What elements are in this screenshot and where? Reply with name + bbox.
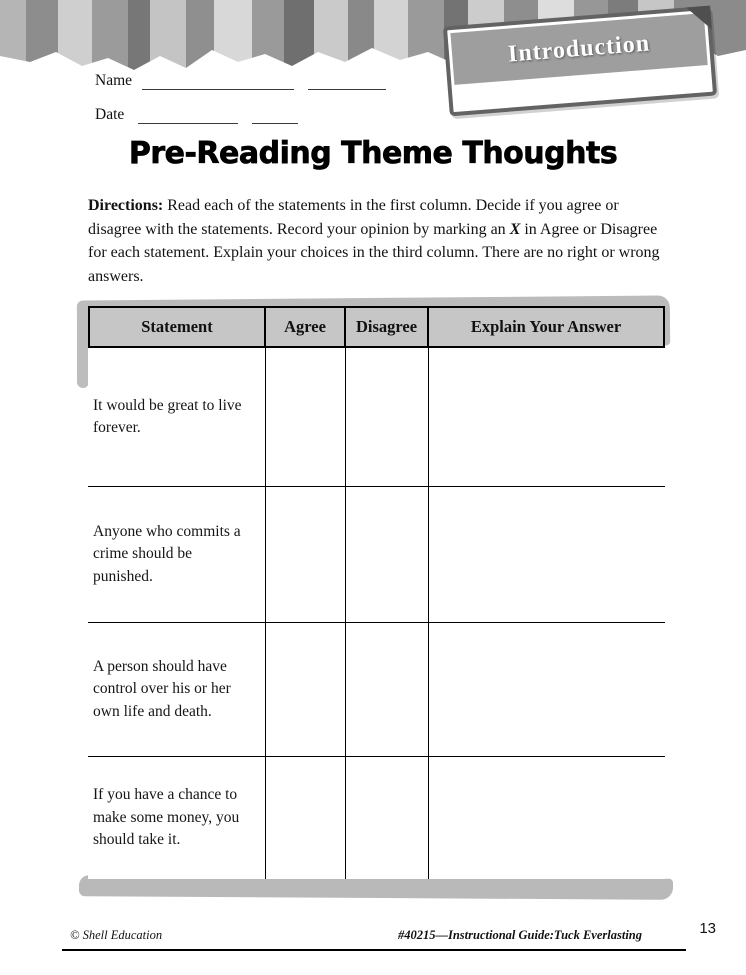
directions (88, 194, 666, 288)
explain-cell[interactable] (429, 348, 665, 486)
page-footer (62, 928, 686, 951)
disagree-cell[interactable] (346, 623, 429, 756)
table-row (88, 623, 665, 757)
directions-x: X (509, 220, 521, 238)
name-field-row (95, 72, 386, 90)
date-input-line[interactable] (138, 108, 238, 124)
explain-cell[interactable] (429, 623, 665, 756)
name-input-line[interactable] (142, 74, 294, 90)
footer-publication: #40215—Instructional Guide:Tuck Everlasting (397, 928, 642, 942)
header-agree: Agree (266, 308, 346, 346)
statement-cell: If you have a chance to make some money, you should take it. (88, 757, 266, 879)
name-input-line-2[interactable] (308, 74, 386, 90)
page-number: 13 (699, 920, 716, 937)
header-disagree: Disagree (346, 308, 429, 346)
introduction-tab-label: Introduction (507, 29, 651, 68)
agree-cell[interactable] (266, 757, 346, 879)
header-explain: Explain Your Answer (470, 317, 622, 336)
table-body (88, 348, 665, 879)
header-statement: Statement (90, 308, 266, 346)
disagree-cell[interactable] (346, 348, 429, 486)
footer-copyright: © Shell Education (70, 928, 163, 942)
introduction-tab-fill (450, 13, 707, 85)
table-header-row (88, 306, 665, 348)
directions-text-1: Read each of the statements in the first column. Decide if you agree or disagree with the statements. Record your opinion by marking an (88, 197, 619, 238)
disagree-cell[interactable] (346, 757, 429, 879)
directions-text-2: in Agree or Disagree for each statement. Explain your choices in the third column. There are no right or wrong answers. (88, 220, 660, 285)
date-label: Date (95, 106, 125, 123)
table-row (88, 348, 665, 487)
date-field-row (95, 106, 298, 124)
date-input-line-2[interactable] (252, 108, 298, 124)
page-title: Pre-Reading Theme Thoughts (128, 136, 618, 171)
agree-cell[interactable] (266, 348, 346, 486)
statement-cell: A person should have control over his or her own life and death. (88, 623, 266, 756)
directions-label: Directions: (88, 197, 164, 214)
explain-cell[interactable] (429, 487, 665, 622)
agree-cell[interactable] (266, 487, 346, 622)
explain-cell[interactable] (429, 757, 665, 879)
disagree-cell[interactable] (346, 487, 429, 622)
statement-cell: It would be great to live forever. (88, 348, 266, 486)
table-row (88, 487, 665, 623)
statement-cell: Anyone who commits a crime should be punished. (88, 487, 266, 622)
table-row (88, 757, 665, 879)
name-label: Name (95, 72, 133, 89)
theme-thoughts-table (88, 306, 665, 879)
agree-cell[interactable] (266, 623, 346, 756)
